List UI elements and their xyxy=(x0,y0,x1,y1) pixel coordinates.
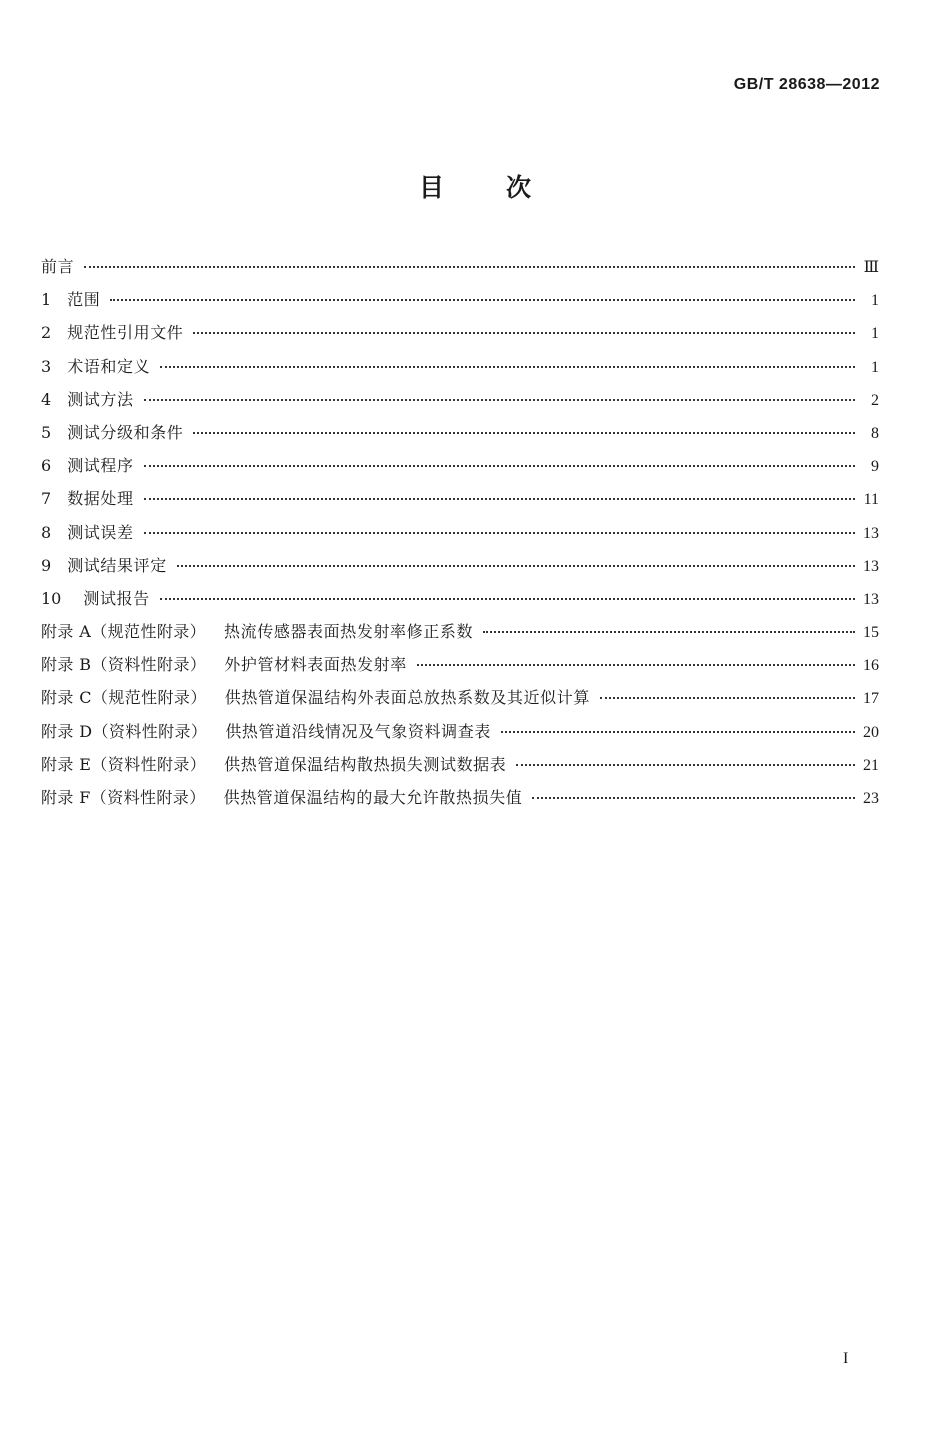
toc-entry-page: 16 xyxy=(863,657,879,675)
toc-entry xyxy=(41,254,879,287)
toc-leader-dots xyxy=(144,464,855,467)
toc-entry xyxy=(41,453,879,486)
document-code: GB/T 28638—2012 xyxy=(733,76,880,93)
toc-entry xyxy=(41,652,879,685)
toc-leader-dots xyxy=(177,564,855,567)
toc-entry-label: 测试报告 xyxy=(83,588,150,608)
toc-entry-number: 8 xyxy=(41,522,52,542)
toc-entry-page: 20 xyxy=(863,723,879,741)
toc-entry-label: 术语和定义 xyxy=(67,356,151,376)
page-number: I xyxy=(843,1350,849,1367)
toc-entry-label: 测试方法 xyxy=(67,389,134,409)
toc-entry xyxy=(41,719,879,752)
toc-entry-label: 测试程序 xyxy=(67,456,134,476)
toc-entry-number: 4 xyxy=(41,389,52,409)
toc-entry xyxy=(41,320,879,353)
toc-entry xyxy=(41,387,879,420)
toc-entry xyxy=(41,553,879,586)
toc-entry-page: 1 xyxy=(871,358,879,376)
toc-entry-page: 23 xyxy=(863,790,879,807)
toc-leader-dots xyxy=(516,763,855,766)
toc-entry-label: 附录 E（资料性附录） xyxy=(41,754,207,774)
toc-entry-page: 17 xyxy=(863,690,879,708)
toc-entry-label: 附录 A（规范性附录） xyxy=(41,622,207,642)
toc-entry xyxy=(41,420,879,453)
toc-entry xyxy=(41,520,879,553)
toc-leader-dots xyxy=(144,497,855,500)
toc-entry-title: 热流传感器表面热发射率修正系数 xyxy=(224,622,474,642)
toc-entry-title: 外护管材料表面热发射率 xyxy=(224,655,407,675)
toc-entry-page: 1 xyxy=(871,292,879,310)
toc-entry-label: 附录 F（资料性附录） xyxy=(41,788,206,807)
toc-entry-label: 附录 D（资料性附录） xyxy=(41,721,208,741)
toc-entry-number: 3 xyxy=(41,356,52,376)
toc-leader-dots xyxy=(144,398,855,401)
toc-entry-page: 15 xyxy=(863,624,879,642)
toc-entry xyxy=(41,752,879,785)
toc-entry xyxy=(41,486,879,519)
toc-entry-number: 5 xyxy=(41,422,52,442)
toc-leader-dots xyxy=(160,365,855,368)
toc-entry-page: 13 xyxy=(863,557,879,575)
toc-leader-dots xyxy=(532,796,855,799)
toc-entry-number: 7 xyxy=(41,489,52,509)
toc-leader-dots xyxy=(483,630,855,633)
toc-leader-dots xyxy=(417,663,855,666)
toc-leader-dots xyxy=(110,298,855,301)
toc-entry-page: 1 xyxy=(871,325,879,343)
toc-list xyxy=(41,254,879,818)
toc-entry-number: 10 xyxy=(41,588,62,608)
toc-entry-number: 9 xyxy=(41,555,52,575)
toc-entry xyxy=(41,354,879,387)
toc-entry xyxy=(41,287,879,320)
toc-entry-number: 1 xyxy=(41,290,52,310)
toc-entry-title: 供热管道保温结构外表面总放热系数及其近似计算 xyxy=(224,688,590,708)
toc-entry-label: 规范性引用文件 xyxy=(67,323,184,343)
toc-entry-label: 附录 B（资料性附录） xyxy=(41,655,207,675)
toc-entry xyxy=(41,619,879,652)
toc-leader-dots xyxy=(160,597,855,600)
toc-entry-title: 供热管道保温结构的最大允许散热损失值 xyxy=(223,788,523,807)
toc-entry-title: 供热管道保温结构散热损失测试数据表 xyxy=(224,754,507,774)
toc-entry xyxy=(41,685,879,718)
toc-entry xyxy=(41,586,879,619)
toc-entry-label: 前言 xyxy=(41,257,75,276)
toc-entry-page: 2 xyxy=(871,391,879,409)
toc-leader-dots xyxy=(193,431,855,434)
toc-entry-page: 21 xyxy=(863,756,879,774)
toc-entry-label: 范围 xyxy=(67,290,101,310)
title-char-1: 目 xyxy=(418,173,444,202)
toc-entry-number: 2 xyxy=(41,323,52,343)
toc-entry-page: 9 xyxy=(871,458,879,476)
toc-entry-title: 供热管道沿线情况及气象资料调查表 xyxy=(225,721,491,741)
toc-leader-dots xyxy=(501,730,855,733)
toc-entry-label: 测试结果评定 xyxy=(67,555,167,575)
toc-leader-dots xyxy=(84,265,855,268)
toc-leader-dots xyxy=(193,331,855,334)
toc-entry-page: Ⅲ xyxy=(863,259,879,276)
toc-entry xyxy=(41,785,879,818)
page-title xyxy=(0,168,950,204)
toc-entry-label: 附录 C（规范性附录） xyxy=(41,688,207,708)
toc-entry-label: 测试分级和条件 xyxy=(67,422,184,442)
toc-entry-page: 11 xyxy=(863,491,879,509)
toc-entry-label: 数据处理 xyxy=(67,489,134,509)
toc-entry-page: 8 xyxy=(871,424,879,442)
toc-entry-page: 13 xyxy=(863,590,879,608)
toc-entry-label: 测试误差 xyxy=(67,522,134,542)
toc-leader-dots xyxy=(144,531,855,534)
toc-entry-page: 13 xyxy=(863,524,879,542)
toc-entry-number: 6 xyxy=(41,456,52,476)
title-char-2: 次 xyxy=(506,173,532,202)
toc-leader-dots xyxy=(600,696,855,699)
